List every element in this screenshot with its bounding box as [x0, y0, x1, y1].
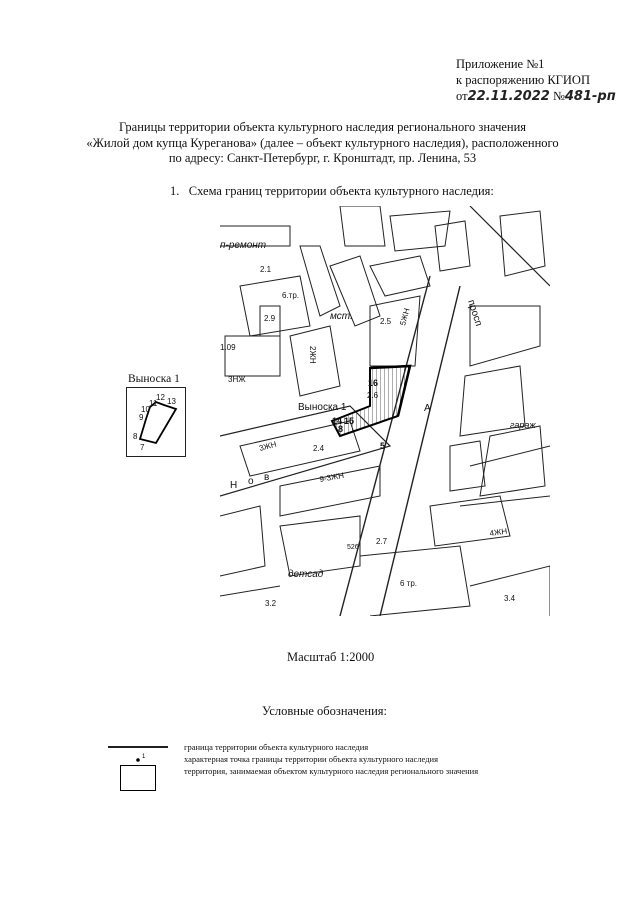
appendix-block	[456, 56, 616, 105]
title-line3: по адресу: Санкт-Петербург, г. Кронштадт, пр. Ленина, 53	[168, 151, 477, 165]
territory-rect-symbol	[120, 765, 156, 791]
map-label: 2.7	[376, 537, 388, 546]
map-label: 8	[338, 424, 344, 434]
document-title	[60, 120, 585, 167]
map-label: детсад	[288, 569, 324, 580]
map-label: 2.9	[264, 314, 276, 323]
appendix-line1: Приложение №1	[456, 57, 545, 71]
legend-text: характерная точка границы территории объекта культурного наследия	[184, 754, 438, 764]
map-label: 16	[368, 378, 379, 388]
appendix-line3	[456, 88, 616, 105]
map-label: 1.09	[220, 343, 236, 352]
map-label: 2ЖН	[308, 346, 317, 364]
callout-point: 11	[149, 399, 158, 408]
legend-text: территория, занимаемая объектом культурного наследия регионального значения	[184, 766, 479, 776]
appendix-line2: к распоряжению КГИОП	[456, 73, 590, 87]
section-heading: 1. Схема границ территории объекта культурного наследия:	[170, 184, 494, 198]
point-symbol-label: 1	[142, 754, 146, 760]
date-prefix: от	[456, 89, 468, 103]
callout-point: 7	[140, 443, 145, 452]
callout-point: 10	[141, 405, 150, 414]
title-line1: Границы территории объекта культурного наследия регионального значения	[118, 120, 527, 134]
boundary-line-symbol	[108, 741, 168, 753]
map-label: 3.4	[504, 594, 516, 603]
map-label: 2.6	[367, 391, 379, 400]
map-label: А	[424, 403, 431, 414]
handwritten-number: 481-рп	[564, 89, 616, 104]
callout-point: 8	[133, 432, 138, 441]
map-label: 14	[332, 416, 343, 426]
map-label: Н	[230, 480, 238, 491]
map-label: 2.1	[260, 265, 272, 274]
callout-box	[126, 387, 186, 457]
number-prefix: №	[552, 89, 565, 103]
callout-point: 12	[156, 393, 165, 402]
callout-point: 13	[167, 397, 176, 406]
map-label: 526	[347, 544, 359, 551]
map-label: 2.4	[313, 444, 325, 453]
legend-row	[108, 753, 588, 765]
map-label: 15	[344, 416, 355, 426]
map-label: в	[264, 472, 270, 483]
callout-point: 9	[139, 413, 144, 422]
map-label: мст.	[330, 311, 353, 322]
map-label: просп	[465, 298, 484, 328]
map-callout-label: Выноска 1	[298, 402, 347, 413]
map-label: 6.тр.	[282, 291, 300, 300]
cadastral-map	[220, 206, 550, 616]
map-label: 5ЖН	[398, 307, 412, 327]
legend-row	[108, 765, 588, 793]
handwritten-date: 22.11.2022	[467, 89, 550, 104]
map-label: 2.5	[380, 317, 392, 326]
point-symbol	[108, 753, 168, 765]
scale-label: Масштаб 1:2000	[287, 650, 375, 664]
legend-row	[108, 741, 588, 753]
map-label: о	[248, 476, 254, 487]
legend-title: Условные обозначения:	[262, 704, 388, 718]
map-label: 5	[380, 441, 386, 451]
map-label: п-ремонт	[220, 240, 267, 251]
callout-label: Выноска 1	[128, 373, 180, 385]
map-label: гараж	[510, 420, 536, 430]
map-label: 4ЖН	[489, 526, 508, 538]
legend-text: граница территории объекта культурного наследия	[184, 742, 369, 752]
title-line2: «Жилой дом купца Куреганова» (далее – объект культурного наследия), расположенного	[86, 135, 559, 150]
map-label: 3.2	[265, 599, 277, 608]
map-label: 9-3ЖН	[318, 470, 345, 484]
map-label: 6 тр.	[400, 579, 418, 588]
map-label: 3НЖ	[228, 375, 246, 384]
map-label: 3ЖН	[258, 439, 278, 453]
